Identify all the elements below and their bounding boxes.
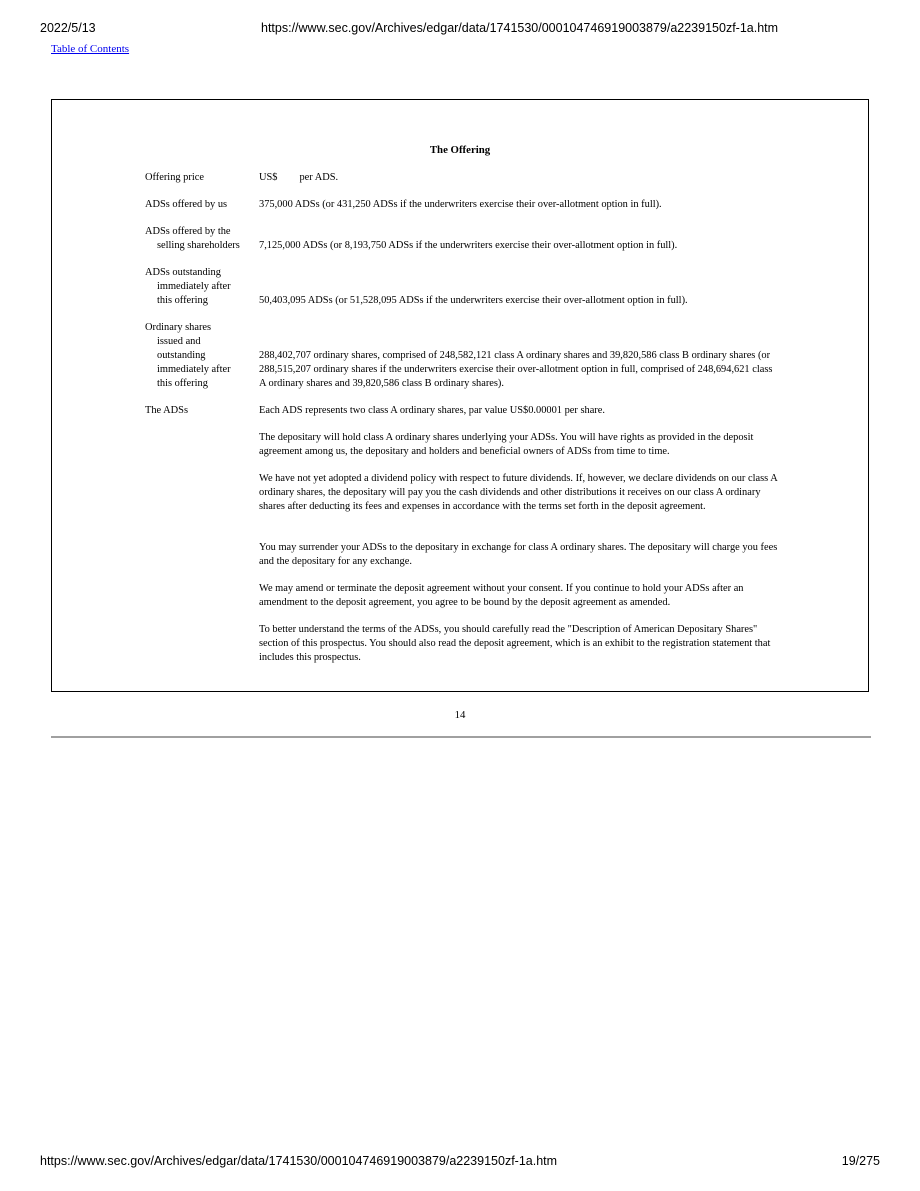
adss-paragraph: You may surrender your ADSs to the depositary in exchange for class A ordinary shares. The depositary will charge you fees and the depositary for any exchange. — [259, 542, 778, 567]
adss-outstanding-label — [145, 266, 257, 308]
adss-paragraph: To better understand the terms of the ADSs, you should carefully read the "Description of American Depositary Shares" section of this prospectus. You should also read the deposit agreement, which is an exhibit to the registration statement that includes this prospectus. — [259, 624, 771, 663]
offering-price-label: Offering price — [145, 172, 204, 183]
page-divider — [51, 736, 871, 738]
label-line: issued and — [157, 336, 201, 347]
print-url: https://www.sec.gov/Archives/edgar/data/1741530/000104746919003879/a2239150zf-1a.htm — [261, 21, 779, 35]
adss-paragraph: We have not yet adopted a dividend policy with respect to future dividends. If, however, we declare dividends on our class A ordinary shares, the depositary will pay you the cash dividends and other distributions it receives on our class A ordinary shares after deducting its fees and expenses in accordance with the terms set forth in the deposit agreement. — [259, 473, 778, 512]
label-line: this offering — [157, 295, 208, 306]
offering-summary-box — [51, 99, 869, 692]
section-title: The Offering — [429, 144, 491, 156]
ordinary-shares-value: 288,402,707 ordinary shares, comprised of 248,582,121 class A ordinary shares and 39,820,586 class B ordinary shares (or 288,515,207 ordinary shares if the underwriters exercise their over-allotment option in full, comprised of 248,694,621 class A ordinary shares and 39,820,586 class B ordinary shares). — [259, 350, 773, 389]
label-line: ADSs outstanding — [145, 267, 221, 278]
label-line: selling shareholders — [157, 240, 240, 251]
offering-price-value — [259, 171, 779, 185]
offering-price-suffix: per ADS. — [299, 172, 339, 183]
label-line: Ordinary shares — [145, 322, 212, 333]
label-line: this offering — [157, 378, 208, 389]
adss-paragraph: Each ADS represents two class A ordinary shares, par value US$0.00001 per share. — [259, 405, 605, 416]
label-line: ADSs offered by the — [145, 226, 231, 237]
table-of-contents-link[interactable]: Table of Contents — [51, 43, 130, 55]
page-number: 14 — [454, 709, 466, 721]
print-date: 2022/5/13 — [40, 21, 96, 35]
footer-page-count: 19/275 — [841, 1154, 880, 1168]
adss-offered-by-us-value: 375,000 ADSs (or 431,250 ADSs if the underwriters exercise their over-allotment option in full). — [259, 199, 662, 210]
adss-offered-by-us-label: ADSs offered by us — [145, 199, 228, 210]
adss-offered-by-selling-value: 7,125,000 ADSs (or 8,193,750 ADSs if the underwriters exercise their over-allotment option in full). — [259, 240, 678, 251]
adss-paragraph: We may amend or terminate the deposit agreement without your consent. If you continue to hold your ADSs after an amendment to the deposit agreement, you agree to be bound by the deposit agreement as amended. — [259, 583, 744, 608]
adss-offered-by-selling-label — [145, 225, 257, 253]
print-footer — [0, 1154, 920, 1170]
print-header — [0, 21, 920, 37]
adss-outstanding-value: 50,403,095 ADSs (or 51,528,095 ADSs if the underwriters exercise their over-allotment option in full). — [259, 295, 688, 306]
the-adss-label: The ADSs — [145, 405, 189, 416]
footer-url: https://www.sec.gov/Archives/edgar/data/1741530/000104746919003879/a2239150zf-1a.htm — [40, 1154, 558, 1168]
label-line: outstanding — [157, 350, 206, 361]
adss-paragraph: The depositary will hold class A ordinary shares underlying your ADSs. You will have rights as provided in the deposit agreement among us, the depositary and holders and beneficial owners of ADSs from time to time. — [259, 432, 754, 457]
label-line: immediately after — [157, 281, 231, 292]
ordinary-shares-label — [145, 321, 257, 391]
offering-price-currency: US$ — [259, 172, 278, 183]
label-line: immediately after — [157, 364, 231, 375]
